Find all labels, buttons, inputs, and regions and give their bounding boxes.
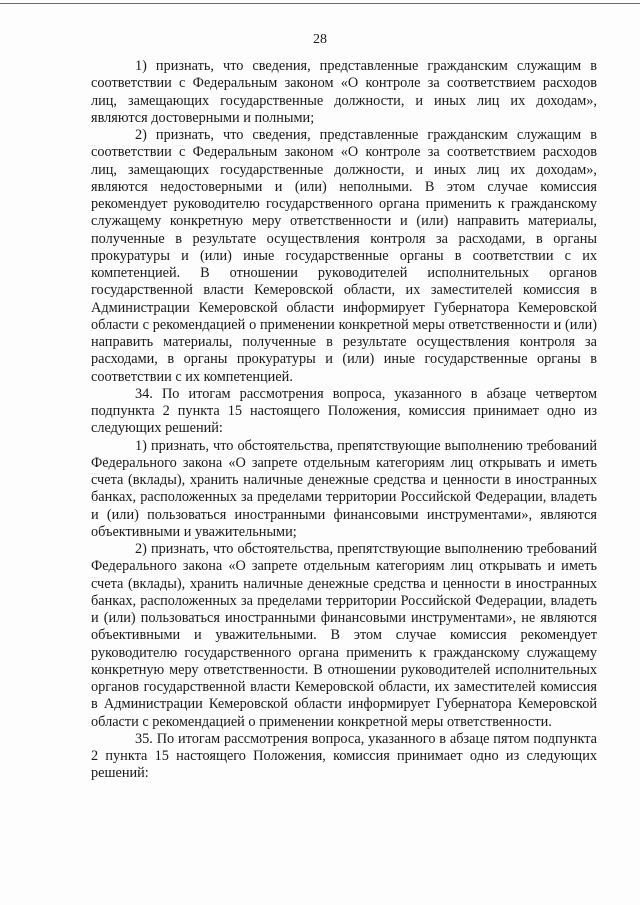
- page-number: 28: [313, 32, 327, 47]
- paragraph-2: 2) признать, что сведения, представленные гражданским служащим в соответствии с Федеральным законом «О контроле за соответствием расходов лиц, замещающих государственные должности, и иных лиц их доходам», являются недостоверными и (или) неполными. В этом случае комиссия рекомендует руководителю государственного органа применить к гражданскому служащему конкретную меру ответственности и (или) направить материалы, полученные в результате осуществления контроля за расходами, в органы прокуратуры и (или) иные государственные органы в соответствии с их компетенцией. В отношении руководителей исполнительных органов государственной власти Кемеровской области, их заместителей комиссия в Администрации Кемеровской области информирует Губернатора Кемеровской области с рекомендацией о применении конкретной меры ответственности и (или) направить материалы, полученные в результате осуществления контроля за расходами, в органы прокуратуры и (или) иные государственные органы в соответствии с их компетенцией.: [91, 127, 597, 385]
- paragraph-4: 1) признать, что обстоятельства, препятствующие выполнению требований Федерального закона «О запрете отдельным категориям лиц открывать и иметь счета (вклады), хранить наличные денежные средства и ценности в иностранных банках, расположенных за пределами территории Российской Федерации, владеть и (или) пользоваться иностранными финансовыми инструментами», являются объективными и уважительными;: [91, 437, 597, 540]
- paragraph-5: 2) признать, что обстоятельства, препятствующие выполнению требований Федерального закона «О запрете отдельным категориям лиц открывать и иметь счета (вклады), хранить наличные денежные средства и ценности в иностранных банках, расположенных за пределами территории Российской Федерации, владеть и (или) пользоваться иностранными финансовыми инструментами», не являются объективными и уважительными. В этом случае комиссия рекомендует руководителю государственного органа применить к гражданскому служащему конкретную меру ответственности. В отношении руководителей исполнительных органов государственной власти Кемеровской области, их заместителей комиссия в Администрации Кемеровской области информирует Губернатора Кемеровской области с рекомендацией о применении конкретной меры ответственности.: [91, 541, 597, 730]
- paragraph-3: 34. По итогам рассмотрения вопроса, указанного в абзаце четвертом подпункта 2 пункта 15 настоящего Положения, комиссия принимает одно из следующих решений:: [91, 385, 597, 437]
- paragraph-1: 1) признать, что сведения, представленные гражданским служащим в соответствии с Федеральным законом «О контроле за соответствием расходов лиц, замещающих государственные должности, и иных лиц их доходам», являются достоверными и полными;: [91, 58, 597, 126]
- paragraph-6: 35. По итогам рассмотрения вопроса, указанного в абзаце пятом подпункта 2 пункта 15 настоящего Положения, комиссия принимает одно из следующих решений:: [91, 730, 597, 782]
- document-body: [91, 58, 597, 783]
- top-rule: [0, 3, 640, 4]
